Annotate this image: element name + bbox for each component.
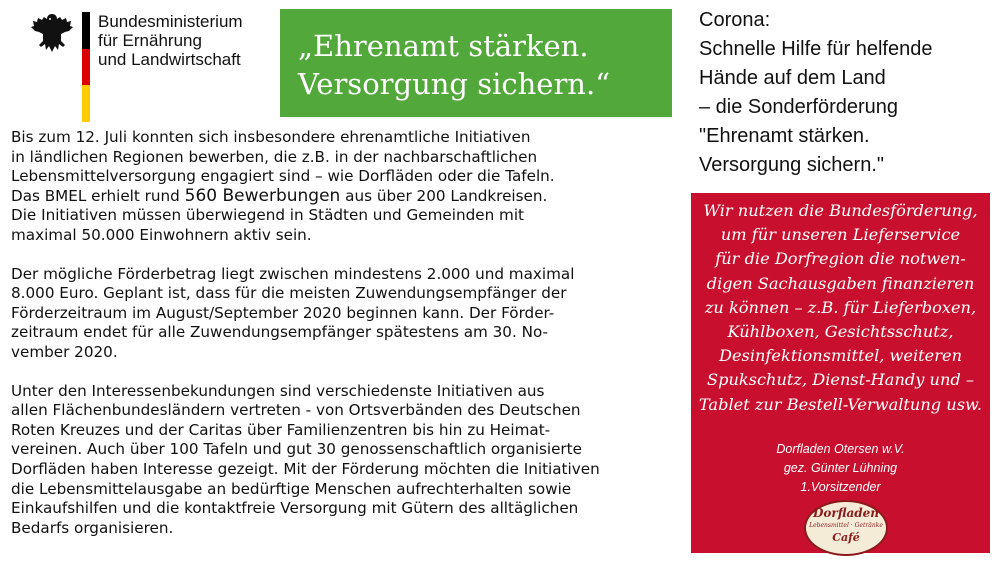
statement-line: Tablet zur Bestell-Verwaltung usw. bbox=[698, 394, 983, 414]
signature-role: 1.Vorsitzender bbox=[800, 480, 881, 494]
text-line: Dorfläden haben Interesse gezeigt. Mit der Förderung möchten die Initiativen bbox=[11, 459, 600, 478]
headline-line: Schnelle Hilfe für helfende bbox=[699, 38, 933, 60]
statement-text bbox=[691, 199, 990, 417]
text-line: Lebensmittelversorgung engagiert sind – wie Dorfläden oder die Tafeln. bbox=[11, 167, 555, 186]
slogan-text: „Ehrenamt stärken. Versorgung sichern.“ bbox=[298, 29, 611, 101]
text-line: Unter den Interessenbekundungen sind verschiedenste Initiativen aus bbox=[11, 381, 545, 400]
federal-eagle-icon bbox=[30, 10, 74, 56]
german-flag-stripe bbox=[82, 12, 90, 122]
statement-line: zu können – z.B. für Lieferboxen, bbox=[704, 297, 977, 317]
statement-line: für die Dorfregion die notwen- bbox=[715, 249, 966, 269]
paragraph-funding bbox=[11, 265, 681, 363]
text-line: Bedarfs organisieren. bbox=[11, 518, 174, 537]
article-body bbox=[11, 128, 681, 557]
statement-line: digen Sachausgaben finanzieren bbox=[706, 273, 975, 293]
text-line: vember 2020. bbox=[11, 342, 118, 361]
applications-count: 560 Bewerbungen bbox=[184, 185, 341, 206]
headline-line: "Ehrenamt stärken. bbox=[699, 125, 870, 147]
headline-line: Versorgung sichern." bbox=[699, 154, 884, 176]
logo-name: Dorfladen bbox=[813, 506, 879, 520]
text-line: allen Flächenbundesländern vertreten - von Ortsverbänden des Deutschen bbox=[11, 401, 581, 420]
text-line: vereinen. Auch über 100 Tafeln und gut 30 genossenschaftlich organisierte bbox=[11, 440, 582, 459]
logo-subtitle: Lebensmittel · Getränke bbox=[809, 522, 883, 529]
headline-line: Hände auf dem Land bbox=[699, 67, 886, 89]
text-fragment: Das BMEL erhielt rund bbox=[11, 186, 185, 205]
text-line: Roten Kreuzes und der Caritas über Familienzentren bis hin zu Heimat- bbox=[11, 420, 551, 439]
text-line: Bis zum 12. Juli konnten sich insbesondere ehrenamtliche Initiativen bbox=[11, 128, 531, 146]
text-line: Einkaufshilfen und die kontaktfreie Versorgung mit Gütern des alltäglichen bbox=[11, 499, 579, 518]
text-line: zeitraum endet für alle Zuwendungsempfänger spätestens am 30. No- bbox=[11, 323, 549, 342]
signature-org: Dorfladen Otersen w.V. bbox=[776, 442, 905, 456]
statement-line: um für unseren Lieferservice bbox=[720, 225, 961, 245]
dorfladen-logo bbox=[804, 500, 888, 556]
paragraph-applications bbox=[11, 128, 681, 246]
signature-name: gez. Günter Lühning bbox=[783, 461, 898, 475]
flag-black-band bbox=[82, 12, 90, 49]
signature bbox=[691, 440, 990, 497]
text-line: die Lebensmittelausgabe an bedürftige Menschen aufrechterhalten sowie bbox=[11, 479, 572, 498]
text-line: Die Initiativen müssen überwiegend in Städten und Gemeinden mit bbox=[11, 206, 525, 225]
text-fragment: aus über 200 Landkreisen. bbox=[340, 186, 548, 205]
headline-line: – die Sonderförderung bbox=[699, 96, 899, 118]
ministry-name: Bundesministerium für Ernährung und Landwirtschaft bbox=[98, 12, 243, 69]
flag-red-band bbox=[82, 49, 90, 86]
ministry-logo bbox=[30, 10, 270, 120]
statement-box bbox=[691, 193, 990, 553]
text-line: 8.000 Euro. Geplant ist, dass für die meisten Zuwendungsempfänger der bbox=[11, 284, 567, 303]
text-line: Der mögliche Förderbetrag liegt zwischen mindestens 2.000 und maximal bbox=[11, 264, 575, 283]
statement-line: Spukschutz, Dienst-Handy und – bbox=[707, 370, 974, 390]
text-line bbox=[11, 187, 681, 207]
text-line: Förderzeitraum im August/September 2020 beginnen kann. Der Förder- bbox=[11, 303, 555, 322]
logo-cafe: Café bbox=[832, 531, 860, 544]
statement-line: Wir nutzen die Bundesförderung, bbox=[703, 201, 978, 220]
headline bbox=[699, 6, 989, 180]
statement-line: Kühlboxen, Gesichtsschutz, bbox=[727, 322, 954, 342]
text-line: in ländlichen Regionen bewerben, die z.B. in der nachbarschaftlichen bbox=[11, 147, 538, 166]
paragraph-initiatives bbox=[11, 382, 681, 539]
statement-line: Desinfektionsmittel, weiteren bbox=[718, 346, 963, 366]
slogan-banner bbox=[280, 9, 672, 117]
flag-gold-band bbox=[82, 85, 90, 122]
headline-line: Corona: bbox=[699, 9, 771, 31]
text-line: maximal 50.000 Einwohnern aktiv sein. bbox=[11, 225, 312, 244]
